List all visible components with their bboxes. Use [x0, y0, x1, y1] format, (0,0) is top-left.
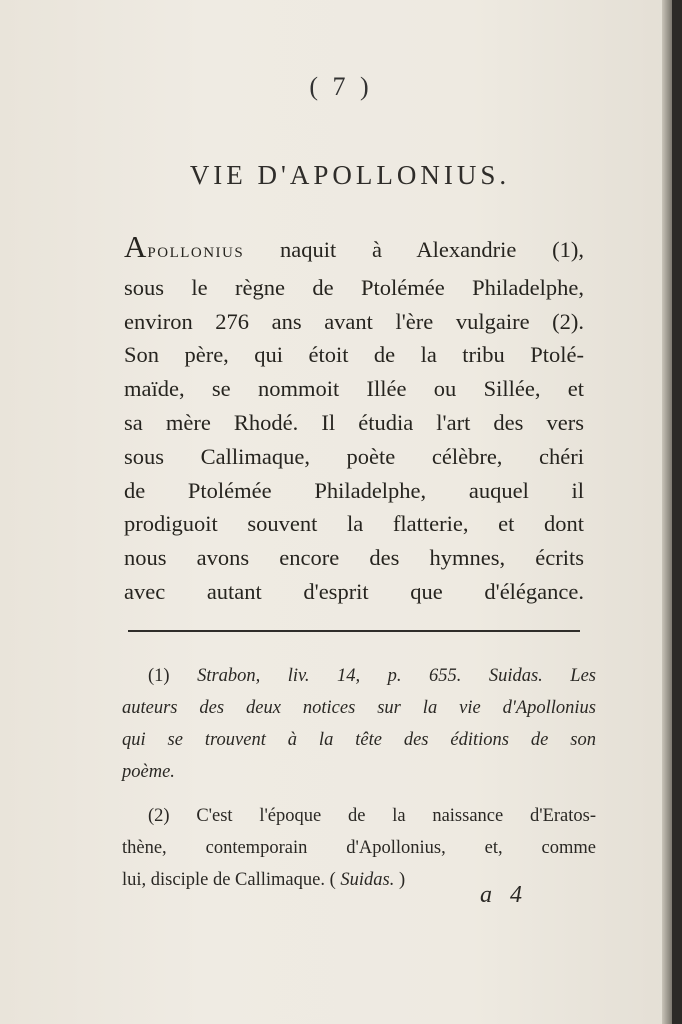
- footnote-divider: [128, 630, 580, 632]
- body-line: prodiguoit souvent la flatterie, et dont: [124, 511, 584, 537]
- footnotes: [122, 660, 596, 896]
- small-caps-name: POLLONIUS: [147, 245, 245, 261]
- footnote-1-text: poème.: [122, 762, 175, 782]
- body-line: avec autant d'esprit que d'élégance.: [124, 578, 584, 604]
- footnote-2-line: (2) C'est l'époque de la naissance d'Eratos-: [148, 806, 596, 826]
- body-line: sous Callimaque, poète célèbre, chéri: [124, 443, 584, 469]
- page-edge: [662, 0, 672, 1024]
- body-line: maïde, se nommoit Illée ou Sillée, et: [124, 376, 584, 402]
- chapter-title: VIE D'APOLLONIUS.: [189, 160, 511, 190]
- footnote-gap: [122, 788, 596, 800]
- body-line: sa mère Rhodé. Il étudia l'art des vers: [124, 409, 584, 435]
- body-line: de Ptolémée Philadelphe, auquel il: [124, 477, 584, 503]
- drop-cap: A: [124, 229, 148, 264]
- footnote-2-line: thène, contemporain d'Apollonius, et, comme: [122, 838, 596, 858]
- body-line: [124, 230, 584, 271]
- body-line-text: naquit à Alexandrie (1),: [244, 237, 584, 262]
- footnote-1-marker: (1): [148, 666, 198, 686]
- body-line: Son père, qui étoit de la tribu Ptolé-: [124, 342, 584, 368]
- footnote-1-line: [122, 756, 596, 788]
- footnote-1-line: [122, 692, 596, 724]
- body-line: sous le règne de Ptolémée Philadelphe,: [124, 274, 584, 300]
- page-number: ( 7 ): [309, 72, 373, 101]
- body-line: environ 276 ans avant l'ère vulgaire (2).: [124, 308, 584, 334]
- footnote-1-text: qui se trouvent à la tête des éditions de son: [122, 730, 596, 750]
- footnote-1-text: auteurs des deux notices sur la vie d'Apollonius: [122, 698, 596, 718]
- footnote-1-line: [122, 724, 596, 756]
- footnote-1-line: [122, 660, 596, 692]
- footnote-2-source: Suidas.: [340, 870, 395, 890]
- footnote-1-text: Strabon, liv. 14, p. 655. Suidas. Les: [197, 666, 596, 686]
- footnote-2-text: lui, disciple de Callimaque. (: [122, 870, 341, 890]
- body-paragraph: [124, 230, 584, 609]
- signature-mark: a 4: [480, 882, 528, 908]
- footnote-2-close: ): [394, 870, 406, 890]
- body-line: nous avons encore des hymnes, écrits: [124, 545, 584, 571]
